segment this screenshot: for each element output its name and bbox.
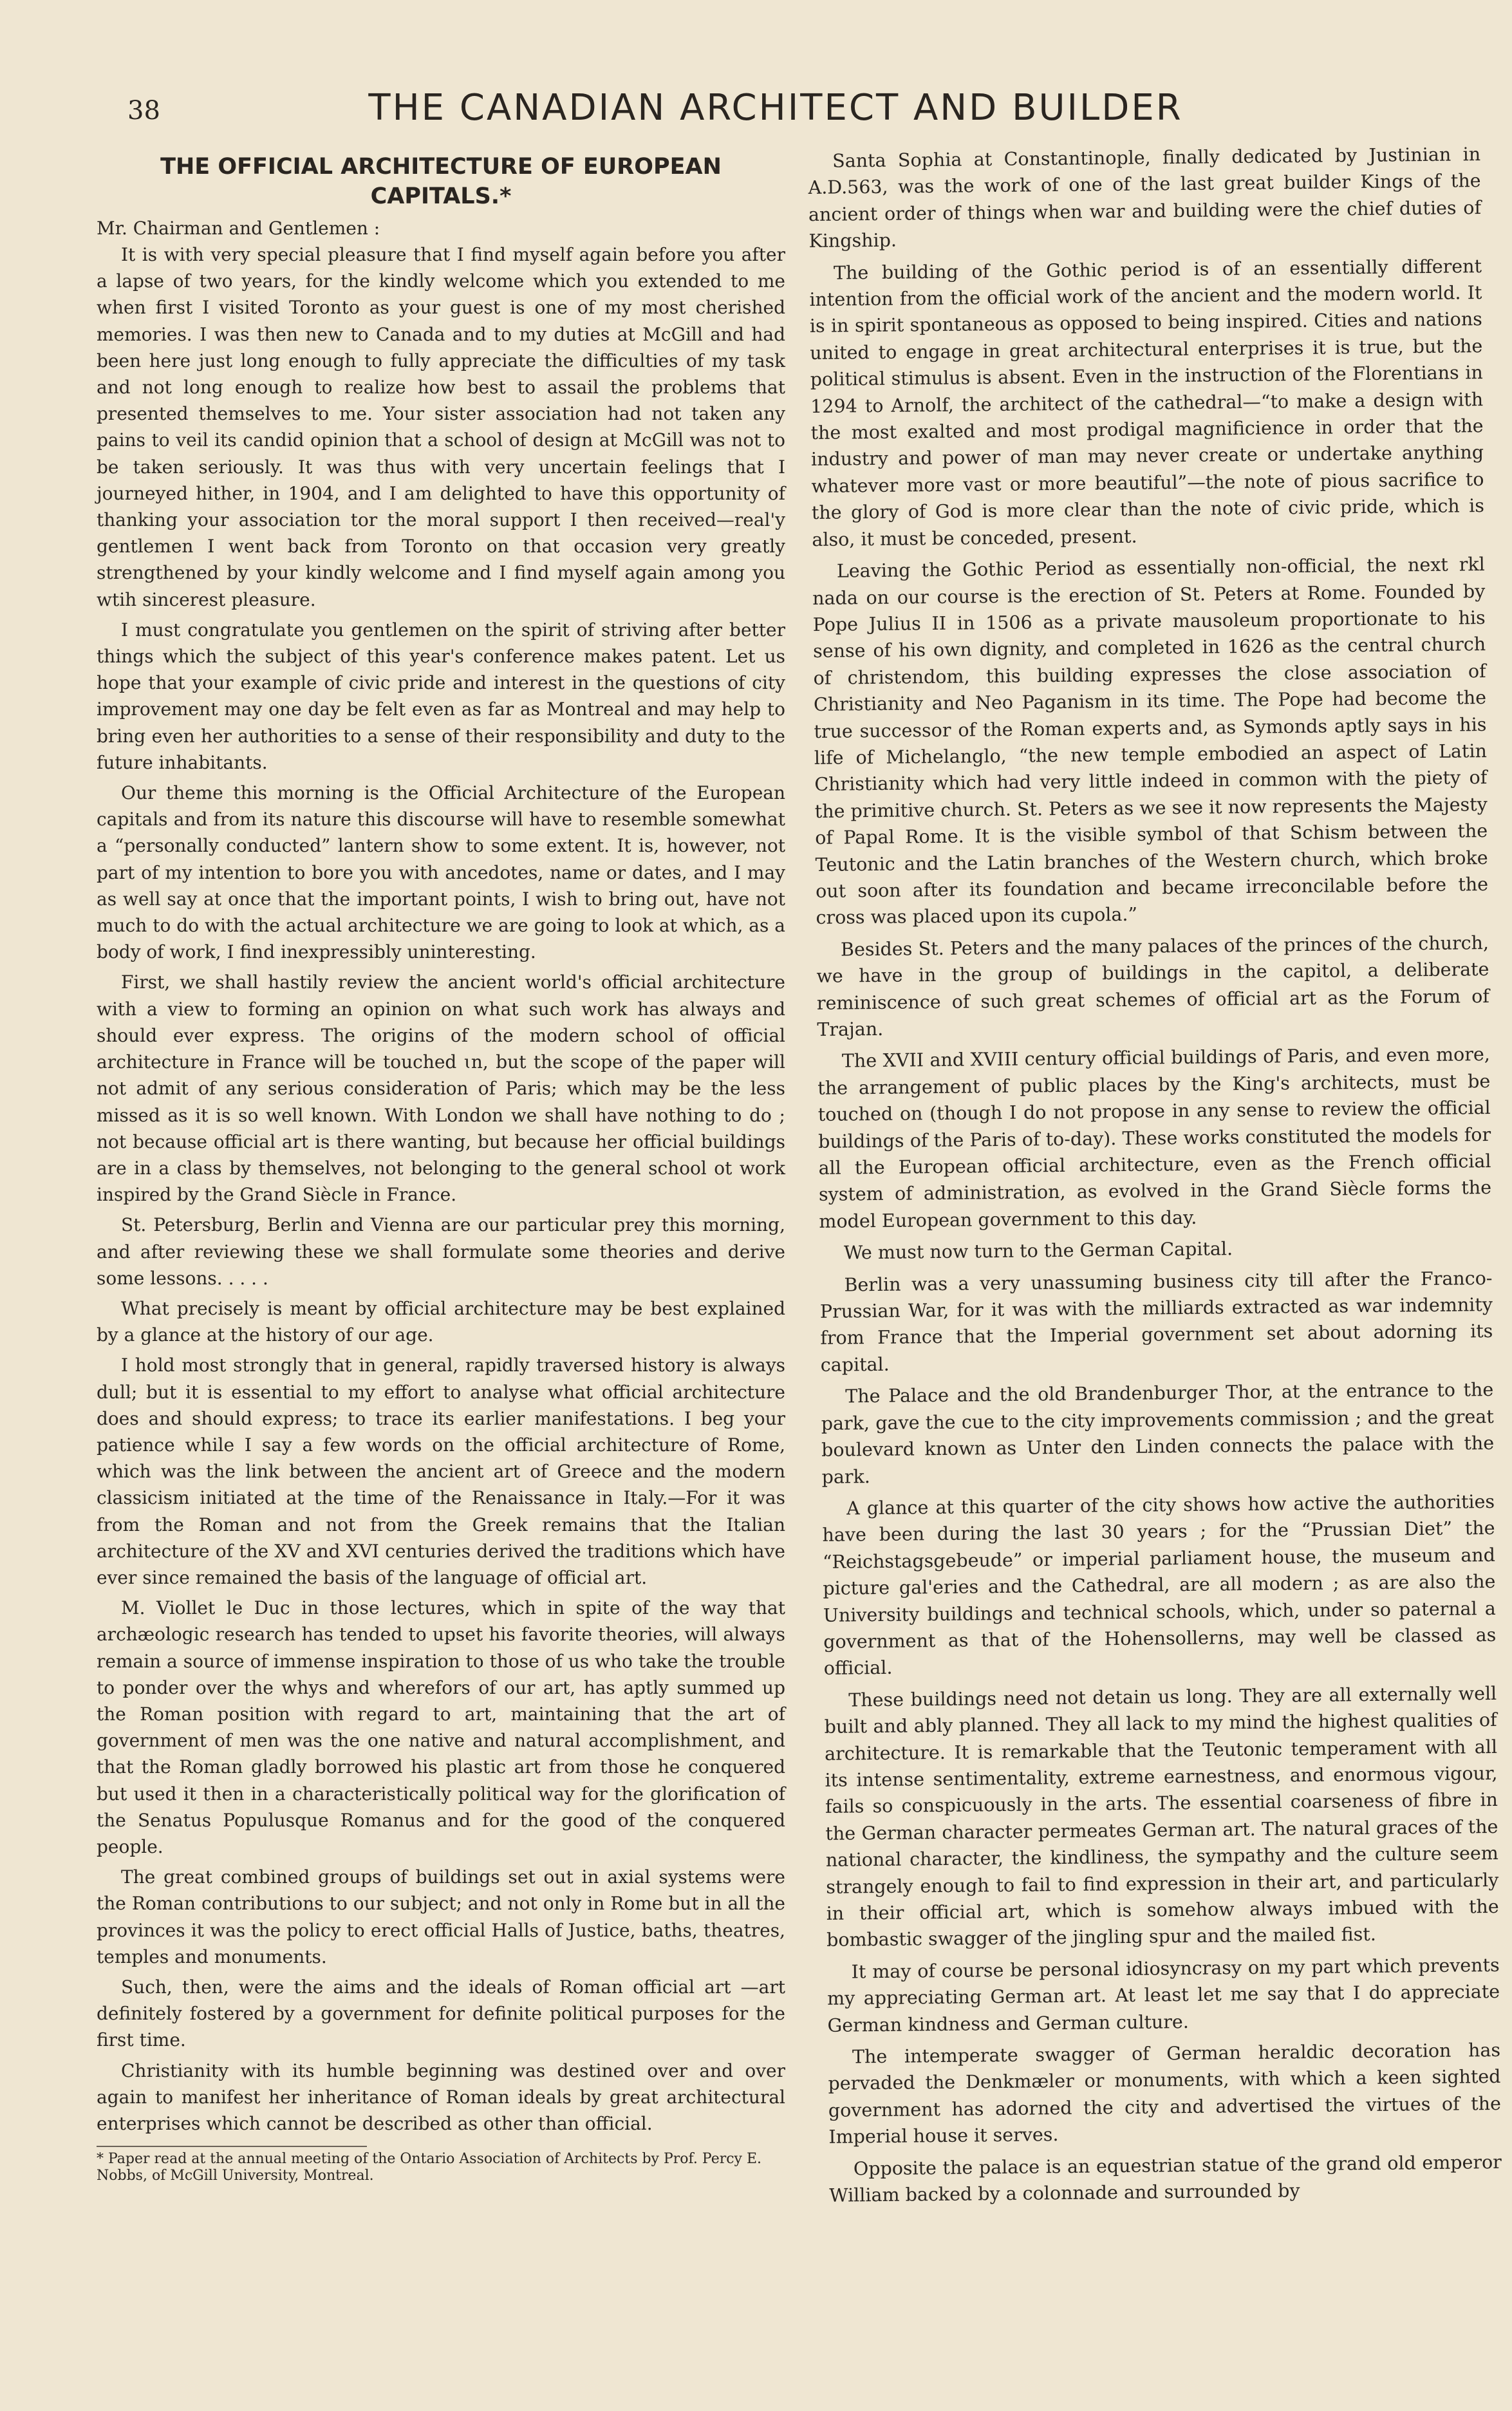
- body-paragraph: Opposite the palace is an equestrian statue of the grand old emperor William backed by a colonnade and surrounded by: [829, 2151, 1502, 2206]
- body-paragraph: It is with very special pleasure that I find myself again before you after a lapse of two years, for the kindly welcome which you extended to me when first I visited Toronto as your guest is one of my most cherished memories. I was then new to Canada and to my duties at McGill and had been here just long enough to fully appreciate the difficulties of my task and not long enough to realize how best to assail the problems that presented themselves to me. Your sister association had not taken any pains to veil its candid opinion that a school of design at McGill was not to be taken seriously. It was thus with very uncertain feelings that I journeyed hither, in 1904, and I am delighted to have this opportunity of thanking your association tor the moral support I then received—real'y gentlemen I went back from Toronto on that occasion very greatly strengthened by your kindly welcome and I find myself again among you wtih sincerest pleasure.: [97, 244, 785, 610]
- body-paragraph: It may of course be personal idiosyncrasy on my part which prevents my appreciating German art. At least let me say that I do appreciate German kindness and German culture.: [826, 1954, 1500, 2036]
- body-paragraph: The building of the Gothic period is of an essentially different intention from the official work of the ancient and the modern world. It is in spirit spontaneous as opposed to being inspired. Cities and nations united to engage in great architectural enterprises it is true, but the political stimulus is absent. Even in the instruction of the Florentians in 1294 to Arnolf, the architect of the cathedral—“to make a design with the most exalted and most prodigal magnificience in order that the industry and power of man may never create or undertake anything whatever more vast or more beautiful”—the note of pious sacrifice to the glory of God is more clear than the note of civic pride, which is also, it must be conceded, present.: [809, 255, 1485, 550]
- body-paragraph: M. Viollet le Duc in those lectures, which in spite of the way that archæologic research has tended to upset his favorite theories, will always remain a source of immense inspiration to those of us who take the trouble to ponder over the whys and wherefors of our art, has aptly summed up the Roman position with regard to art, maintaining that the art of government of men was the one native and natural accomplishment, and that the Roman gladly borrowed his plastic art from those he conquered but used it then in a characteristically political way for the glorification of the Senatus Populusque Romanus and for the good of the conquered people.: [97, 1597, 785, 1857]
- right-paragraphs: [808, 141, 1502, 2209]
- body-paragraph: Christianity with its humble beginning was destined over and over again to manifest her inheritance of Roman ideals by great architectural enterprises which cannot be described as other than official.: [97, 2059, 785, 2135]
- body-paragraph: Such, then, were the aims and the ideals of Roman official art —art definitely fostered by a government for definite political purposes for the first time.: [97, 1976, 785, 2051]
- left-paragraphs: [97, 241, 785, 2137]
- body-paragraph: Leaving the Gothic Period as essentially non-official, the next rkl nada on our course is the erection of St. Peters at Rome. Founded by Pope Julius II in 1506 as a private mausoleum proportionate to his sense of his own dignity, and completed in 1626 as the central church of christendom, this building expresses the close association of Christianity and Neo Paganism in its time. The Pope had become the true successor of the Roman experts and, as Symonds aptly says in his life of Michelanglo, “the new temple embodied an aspect of Latin Christianity which had very little indeed in common with the piety of the primitive church. St. Peters as we see it now represents the Majesty of Papal Rome. It is the visible symbol of that Schism between the Teutonic and the Latin branches of the Western church, which broke out soon after its foundation and became irreconcilable before the cross was placed upon its cupola.”: [812, 554, 1489, 929]
- left-column: [97, 148, 785, 2184]
- right-column: [808, 141, 1502, 2214]
- body-paragraph: We must now turn to the German Capital.: [843, 1238, 1233, 1264]
- body-paragraph: First, we shall hastily review the ancient world's official architecture with a view to forming an opinion on what such work has always and should ever express. The origins of the modern school of official architecture in France will be touched ɩn, but the scope of the paper will not admit of any serious consideration of Paris; which may be the less missed as it is so well known. With London we shall have nothing to do ; not because official art is there wanting, but because her official buildings are in a class by themselves, not belonging to the general school ot work inspired by the Grand Siècle in France.: [97, 971, 785, 1206]
- body-paragraph: The great combined groups of buildings set out in axial systems were the Roman contributions to our subject; and not only in Rome but in all the provinces it was the policy to erect official Halls of Justice, baths, theatres, temples and monuments.: [97, 1866, 785, 1967]
- body-paragraph: What precisely is meant by official architecture may be best explained by a glance at the history of our age.: [97, 1297, 785, 1346]
- body-paragraph: I hold most strongly that in general, rapidly traversed history is always dull; but it is essential to my effort to analyse what official architecture does and should express; to trace its earlier manifestations. I beg your patience while I say a few words on the official architecture of Rome, which was the link between the ancient art of Greece and the modern classicism initiated at the time of the Renaissance in Italy.—For it was from the Roman and not from the Greek remains that the Italian architecture of the XV and XVI centuries derived the traditions which have ever since remained the basis of the language of official art.: [97, 1355, 785, 1588]
- page-number: 38: [127, 96, 160, 126]
- body-paragraph: These buildings need not detain us long. They are all externally well built and ably planned. They all lack to my mind the highest qualities of architecture. It is remarkable that the Teutonic temperament with all its intense sentimentality, extreme earnestness, and enormous vigour, fails so conspicuously in the arts. The essential coarseness of fibre in the German character permeates German art. The natural graces of the national character, the kindliness, the sympathy and the culture seem strangely enough to fail to find expression in their art, and particularly in their official art, which is somehow always imbued with the bombastic swagger of the jingling spur and the mailed fist.: [824, 1682, 1499, 1951]
- body-paragraph: Besides St. Peters and the many palaces of the princes of the church, we have in the group of buildings in the capitol, a deliberate reminiscence of such great schemes of official art as the Forum of Trajan.: [816, 932, 1490, 1040]
- body-paragraph: A glance at this quarter of the city shows how active the authorities have been during the last 30 years ; for the “Prussian Diet” the “Reichstagsgebeude” or imperial parliament house, the museum and picture gal'eries and the Cathedral, are all modern ; as are also the University buildings and technical schools, which, under so paternal a government as that of the Hohensollerns, may well be classed as official.: [822, 1490, 1497, 1680]
- footnote: * Paper read at the annual meeting of the Ontario Association of Architects by Prof. Percy E. Nobbs, of McGill University, Montreal.: [97, 2151, 762, 2184]
- body-paragraph: The Palace and the old Brandenburger Thor, at the entrance to the park, gave the cue to the city improvements commission ; and the great boulevard known as Unter den Linden connects the palace with the park.: [821, 1379, 1495, 1488]
- body-paragraph: The XVII and XVIII century official buildings of Paris, and even more, the arrangement of public places by the King's architects, must be touched on (though I do not propose in any sense to review the official buildings of the Paris of to-day). These works constituted the models for all the European official architecture, even as the French official system of administration, as evolved in the Grand Siècle forms the model European government to this day.: [817, 1044, 1492, 1232]
- page-header: [97, 87, 1455, 138]
- body-paragraph: Our theme this morning is the Official Architecture of the European capitals and from its nature this discourse will have to resemble somewhat a “personally conducted” lantern show to some extent. It is, however, not part of my intention to bore you with ancedotes, name or dates, and I may as well say at once that the important points, I wish to bring out, have not much to do with the actual architecture we are going to look at which, as a body of work, I find inexpressibly uninteresting.: [97, 782, 785, 963]
- footnote-rule: [97, 2146, 367, 2147]
- body-paragraph: I must congratulate you gentlemen on the spirit of striving after better things which the subject of this year's conference makes patent. Let us hope that your example of civic pride and interest in the questions of city improvement may one day be felt even as far as Montreal and may help to bring even her authorities to a sense of their responsibility and duty to the future inhabitants.: [97, 619, 785, 773]
- body-paragraph: The intemperate swagger of German heraldic decoration has pervaded the Denkmæler or monuments, with which a keen sighted government has adorned the city and advertised the virtues of the Imperial house it serves.: [828, 2039, 1502, 2148]
- article-title: THE OFFICIAL ARCHITECTURE OF EUROPEAN CAPITALS.*: [160, 154, 722, 209]
- running-title: THE CANADIAN ARCHITECT AND BUILDER: [368, 87, 1183, 129]
- body-paragraph: St. Petersburg, Berlin and Vienna are our particular prey this morning, and after reviewing these we shall formulate some theories and derive some lessons. . . . .: [97, 1214, 785, 1289]
- body-paragraph: Berlin was a very unassuming business city till after the Franco-Prussian War, for it was with the milliards extracted as war indemnity from France that the Imperial government set about adorning its capital.: [819, 1267, 1493, 1376]
- body-paragraph: Santa Sophia at Constantinople, finally dedicated by Justinian in A.D.563, was the work of one of the last great builder Kings of the ancient order of things when war and building were the chief duties of Kingship.: [808, 144, 1482, 252]
- salutation: Mr. Chairman and Gentlemen :: [97, 218, 380, 239]
